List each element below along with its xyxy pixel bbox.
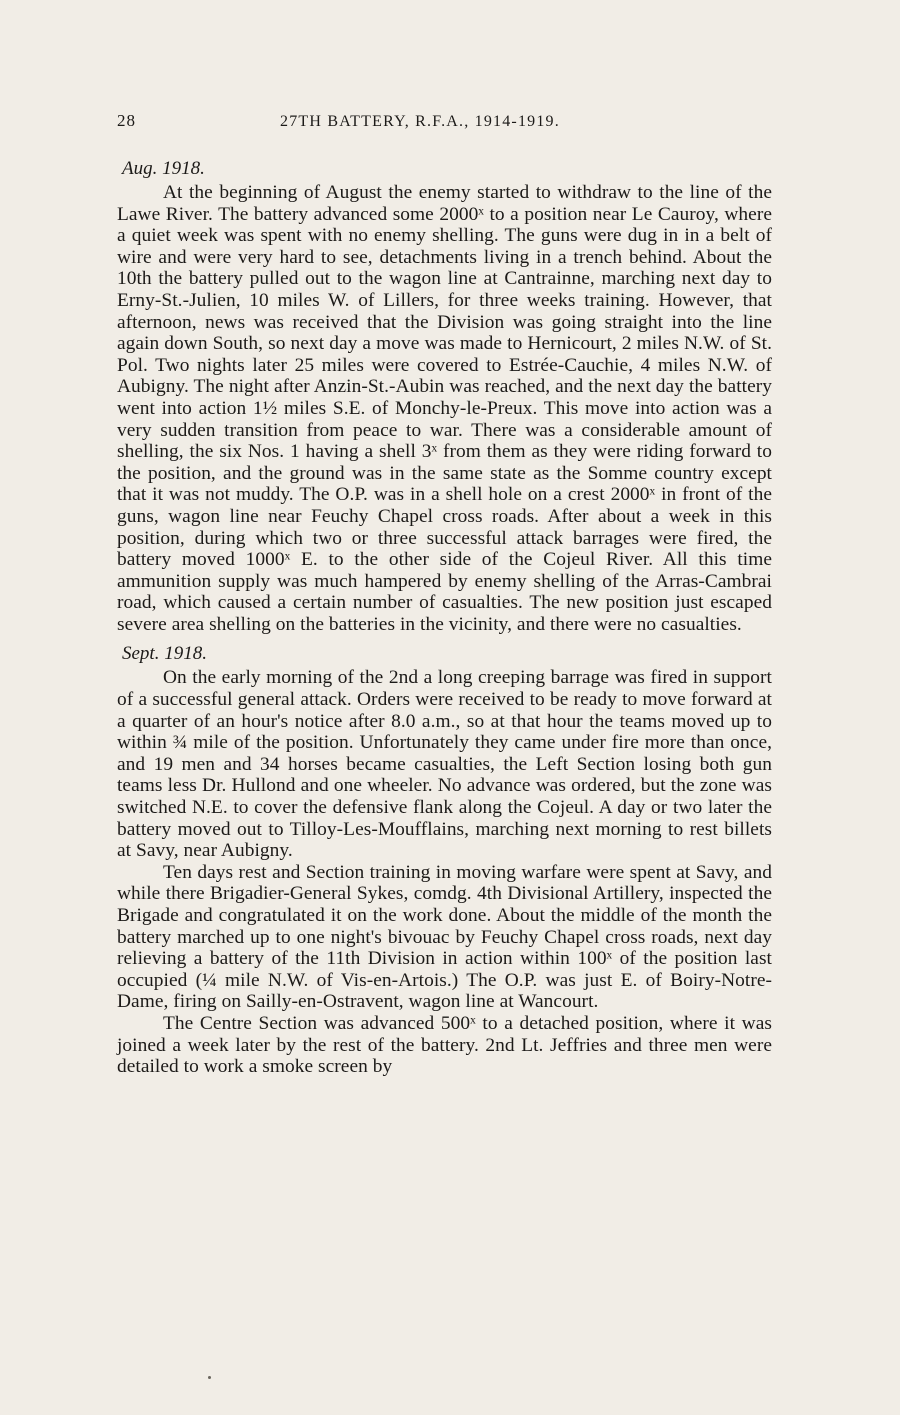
paragraph: On the early morning of the 2nd a long creeping barrage was fired in support of a successful general attack. Orders were received to be ready to move forward at a quarter of an hour's notice after 8.0 a.m., so at that hour the teams moved up to within ¾ mile of the position. Unfortunately they came under fire more than once, and 19 men and 34 horses became casualties, the Left Section losing both gun teams less Dr. Hullond and one wheeler. No advance was ordered, but the zone was switched N.E. to cover the defensive flank along the Cojeul. A day or two later the battery moved out to Tilloy-Les-Moufflains, marching next morning to rest billets at Savy, near Aubigny.: [117, 667, 772, 862]
paragraph: At the beginning of August the enemy started to withdraw to the line of the Lawe River. The battery advanced some 2000ˣ to a position near Le Cauroy, where a quiet week was spent with no enemy shelling. The guns were dug in in a belt of wire and were very hard to see, detachments living in a trench behind. About the 10th the battery pulled out to the wagon line at Cantrainne, marching next day to Erny-St.-Julien, 10 miles W. of Lillers, for three weeks training. However, that afternoon, news was received that the Division was going straight into the line again down South, so next day a move was made to Hernicourt, 2 miles N.W. of St. Pol. Two nights later 25 miles were covered to Estrée-Cauchie, 4 miles N.W. of Aubigny. The night after Anzin-St.-Aubin was reached, and the next day the battery went into action 1½ miles S.E. of Monchy-le-Preux. This move into action was a very sudden transition from peace to war. There was a considerable amount of shelling, the six Nos. 1 having a shell 3ˣ from them as they were riding forward to the position, and the ground was in the same state as the Somme country except that it was not muddy. The O.P. was in a shell hole on a crest 2000ˣ in front of the guns, wagon line near Feuchy Chapel cross roads. After about a week in this position, during which two or three successful attack barrages were fired, the battery moved 1000ˣ E. to the other side of the Cojeul River. All this time ammunition supply was much hampered by enemy shelling of the Arras-Cambrai road, which caused a certain number of casualties. The new position just escaped severe area shelling on the batteries in the vicinity, and there were no casualties.: [117, 182, 772, 635]
paragraph: The Centre Section was advanced 500ˣ to a detached position, where it was joined a week later by the rest of the battery. 2nd Lt. Jeffries and three men were detailed to work a smoke screen by: [117, 1012, 772, 1078]
section-date-heading: Aug. 1918.: [122, 158, 205, 179]
page-number: 28: [117, 111, 136, 130]
section-september: [117, 643, 772, 1077]
paper-speck: [208, 1376, 211, 1379]
section-date-heading: Sept. 1918.: [122, 643, 207, 665]
running-title: 27TH BATTERY, R.F.A., 1914-1919.: [280, 113, 560, 130]
section-august: [117, 158, 772, 635]
paragraph: Ten days rest and Section training in moving warfare were spent at Savy, and while there Brigadier-General Sykes, comdg. 4th Divisional Artillery, inspected the Brigade and congratulated it on the work done. About the middle of the month the battery marched up to one night's bivouac by Feuchy Chapel cross roads, next day relieving a battery of the 11th Division in action within 100ˣ of the position last occupied (¼ mile N.W. of Vis-en-Artois.) The O.P. was just E. of Boiry-Notre-Dame, firing on Sailly-en-Ostravent, wagon line at Wancourt.: [117, 861, 772, 1013]
page-header: [117, 111, 772, 139]
